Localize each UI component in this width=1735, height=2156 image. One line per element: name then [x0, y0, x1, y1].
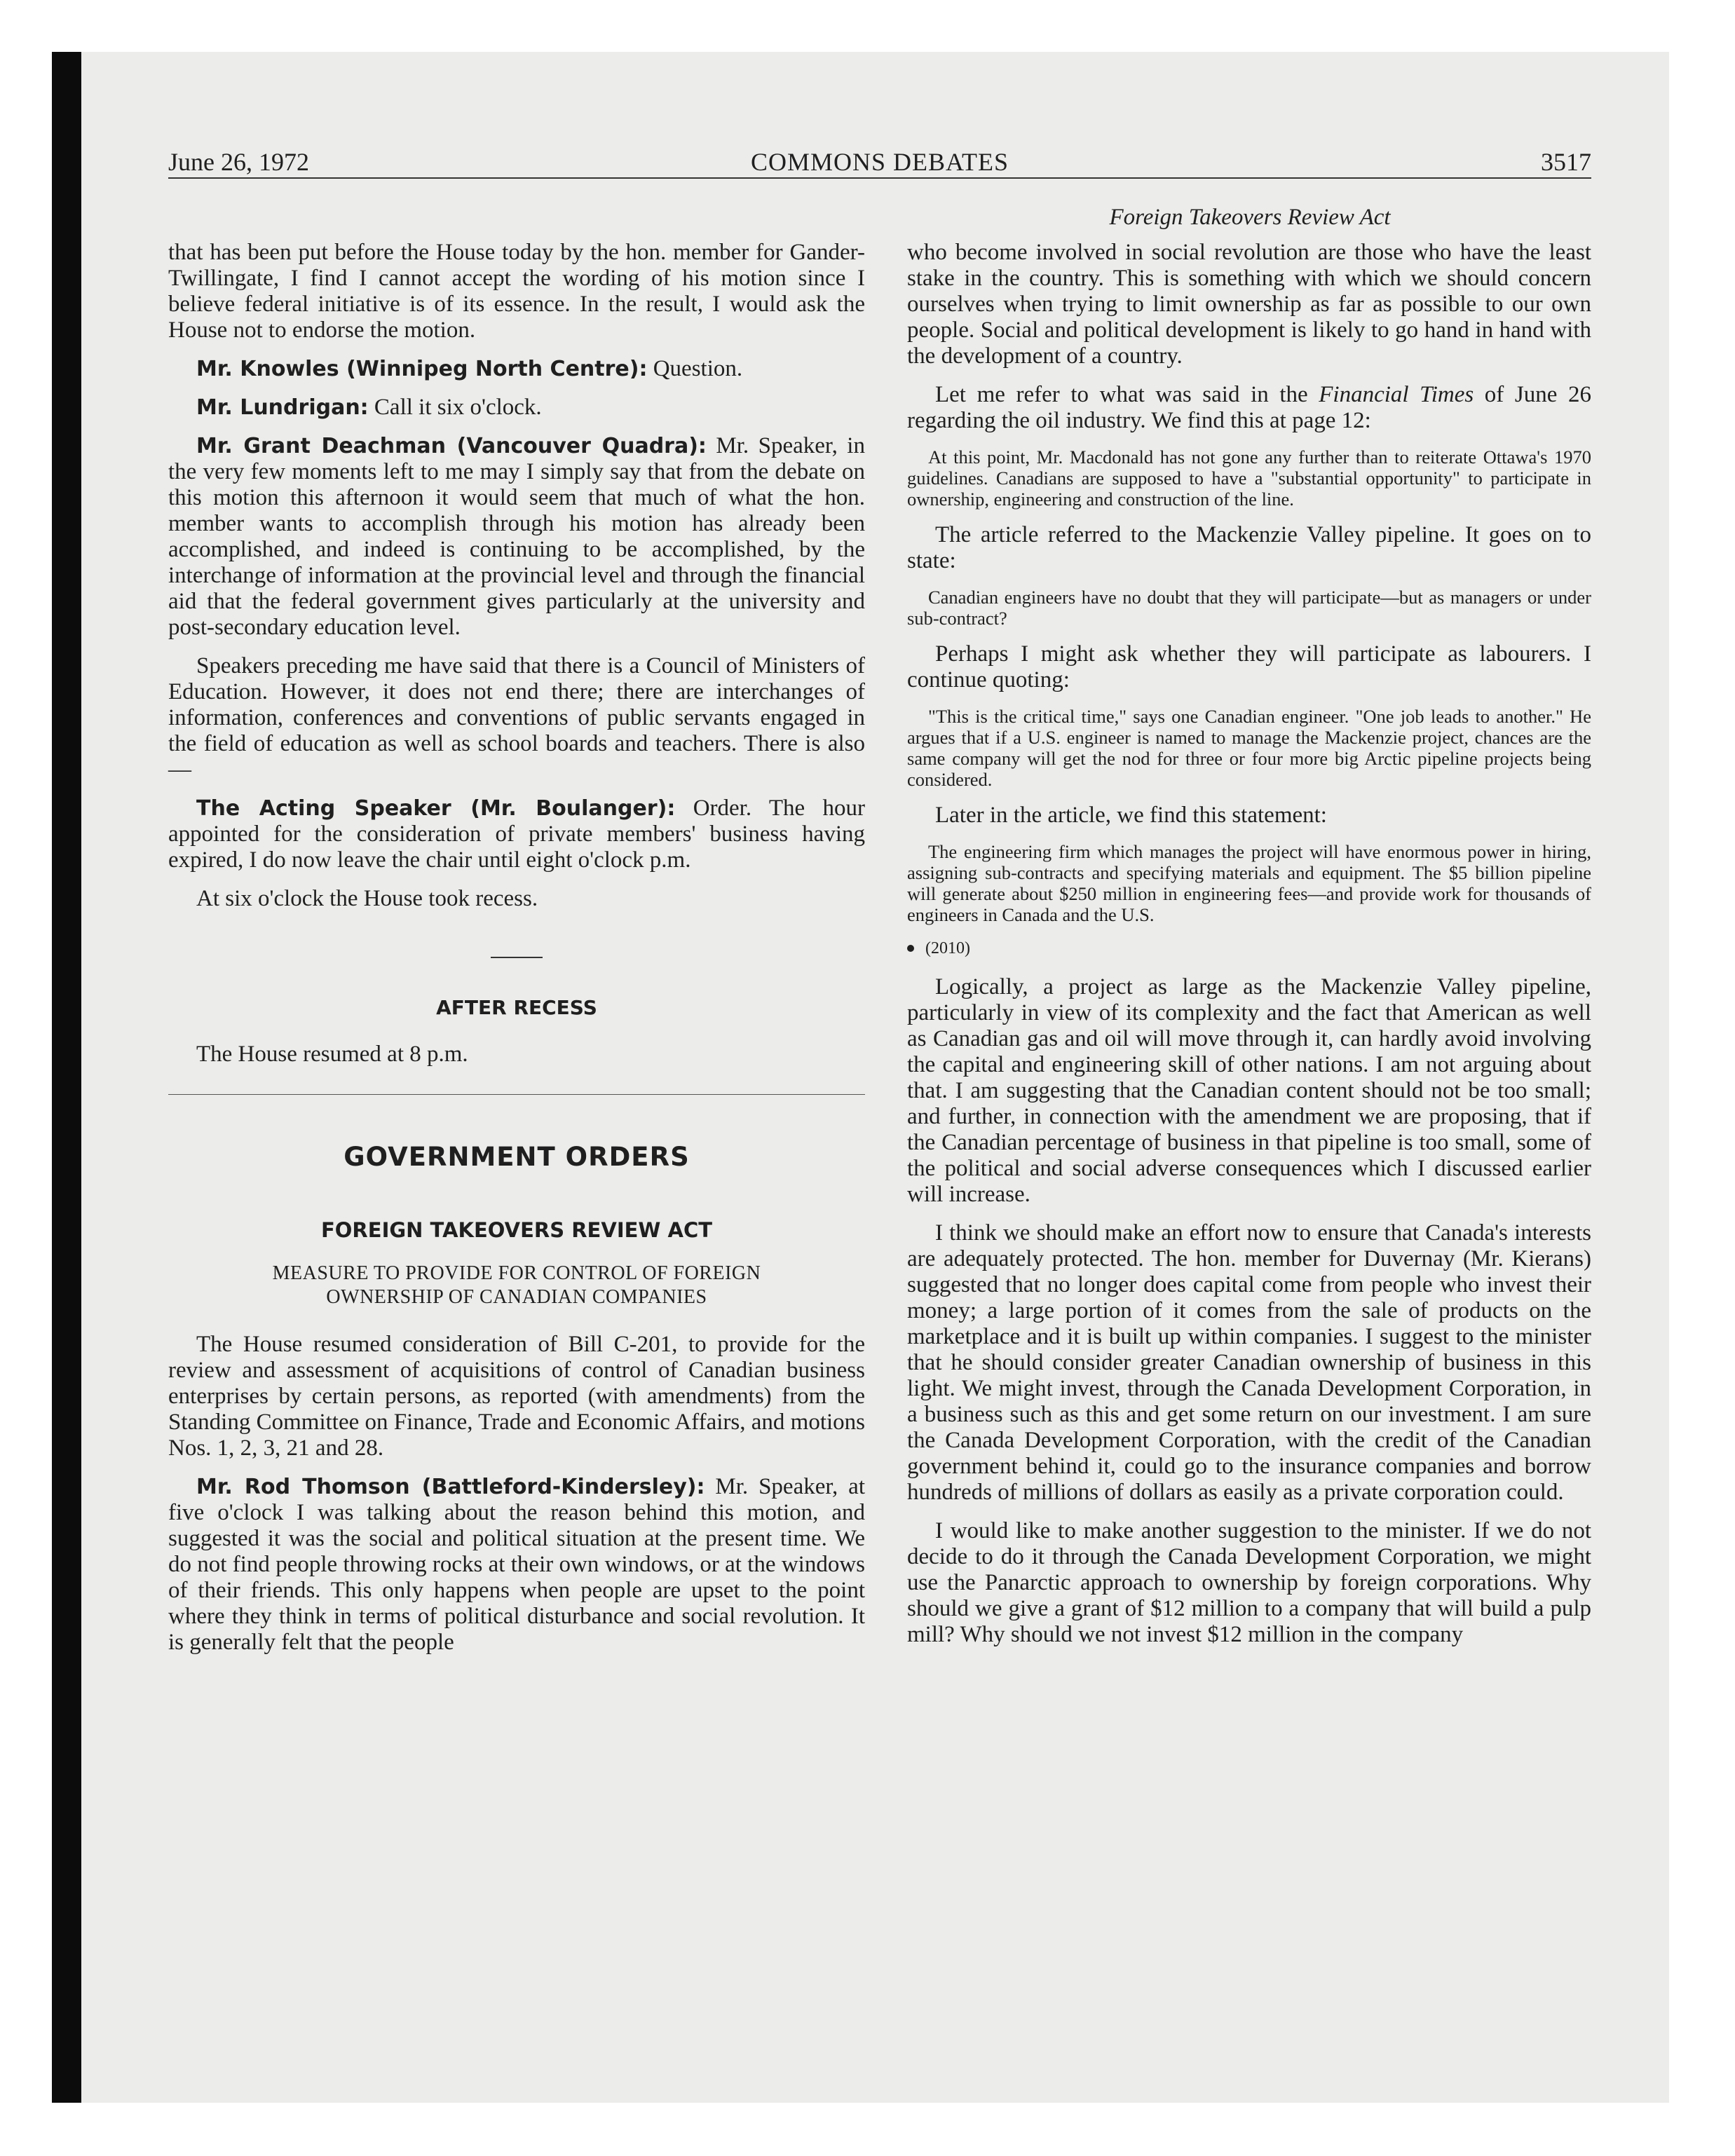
time-marker-text: (2010)	[925, 939, 970, 957]
text-run: Let me refer to what was said in the	[935, 382, 1319, 407]
recess-note: At six o'clock the House took recess.	[196, 886, 538, 911]
block-quote: "This is the critical time," says one Canadian engineer. "One job leads to another." He argues that if a U.S. engineer is named to manage the Mackenzie project, chances are the same company will get the nod for three or four more big Arctic pipeline projects being considered.	[907, 706, 1591, 790]
left-column	[168, 240, 865, 1668]
measure-line: OWNERSHIP OF CANADIAN COMPANIES	[326, 1286, 707, 1308]
speaker-name: Mr. Rod Thomson (Battleford-Kindersley):	[196, 1475, 705, 1499]
speech-text: Call it six o'clock.	[374, 395, 542, 420]
text-run: of June 26 regarding the oil industry. We find this at page 12:	[907, 382, 1591, 433]
publication-name: Financial Times	[1319, 382, 1474, 407]
paragraph: who become involved in social revolution are those who have the least stake in the country. This is something with which we should concern ourselves when trying to limit ownership as far as possible to our own people. Social and political development is likely to go hand in hand with the development of a country.	[907, 240, 1591, 369]
block-quote: At this point, Mr. Macdonald has not gone any further than to reiterate Ottawa's 1970 guidelines. Canadians are supposed to have a "substantial opportunity" to participate in ownership, engineering and construction of the line.	[907, 446, 1591, 510]
paragraph: Perhaps I might ask whether they will participate as labourers. I continue quoting:	[907, 641, 1591, 692]
speech-thomson	[168, 1474, 865, 1656]
right-column	[907, 240, 1591, 1660]
government-orders-heading: GOVERNMENT ORDERS	[343, 1142, 690, 1172]
speaker-name: Mr. Lundrigan:	[196, 395, 369, 420]
speaker-name: The Acting Speaker (Mr. Boulanger):	[196, 796, 676, 821]
paragraph	[907, 382, 1591, 434]
speech-text: Mr. Speaker, at five o'clock I was talking about the reason behind this motion, and suggested it was the social and political situation at the present time. We do not find people throwing rocks at their own windows, or at the windows of their friends. This only happens when people are upset to the point where they think in terms of political disturbance and social revolution. It is generally felt that the people	[168, 1474, 866, 1655]
bullet-icon	[907, 945, 914, 952]
paragraph: Speakers preceding me have said that there is a Council of Ministers of Education. However, it does not end there; there are interchanges of information, conferences and conventions of public servants engaged in the field of education as well as school boards and teachers. There is also—	[168, 653, 865, 782]
running-head: Foreign Takeovers Review Act	[1109, 205, 1391, 230]
speech-deachman	[168, 433, 865, 641]
time-marker	[907, 938, 1591, 959]
speech-knowles	[168, 356, 865, 382]
speaker-name: Mr. Grant Deachman (Vancouver Quadra):	[196, 434, 707, 458]
binding-edge	[52, 52, 81, 2103]
resumed-note: The House resumed at 8 p.m.	[196, 1042, 468, 1067]
speaker-name: Mr. Knowles (Winnipeg North Centre):	[196, 357, 648, 381]
paragraph: The House resumed consideration of Bill C-201, to provide for the review and assessment of acquisitions of control of Canadian business enterprises by certain persons, as reported (with amendments) from the Standing Committee on Finance, Trade and Economic Affairs, and motions Nos. 1, 2, 3, 21 and 28.	[168, 1332, 865, 1461]
measure-subheading	[168, 1262, 865, 1309]
bill-title-heading: FOREIGN TAKEOVERS REVIEW ACT	[320, 1218, 713, 1242]
header-publication-title: COMMONS DEBATES	[750, 148, 1009, 176]
block-quote: Canadian engineers have no doubt that they will participate—but as managers or under sub-contract?	[907, 587, 1591, 629]
paragraph: The article referred to the Mackenzie Valley pipeline. It goes on to state:	[907, 522, 1591, 573]
block-quote: The engineering firm which manages the project will have enormous power in hiring, assigning sub-contracts and specifying materials and equipment. The $5 billion pipeline will generate about $250 million in engineering fees—and provide work for thousands of engineers in Canada and the U.S.	[907, 841, 1591, 925]
speech-lundrigan	[168, 395, 865, 421]
section-rule	[168, 1094, 865, 1095]
paragraph: I would like to make another suggestion to the minister. If we do not decide to do it through the Canada Development Corporation, we might use the Panarctic approach to ownership by foreign corporations. Why should we give a grant of $12 million to a company that will build a pulp mill? Why should we not invest $12 million in the company	[907, 1518, 1591, 1647]
measure-line: MEASURE TO PROVIDE FOR CONTROL OF FOREIGN	[272, 1262, 761, 1284]
header-page-number: 3517	[1541, 148, 1591, 176]
header-date: June 26, 1972	[168, 148, 309, 176]
paragraph: that has been put before the House today by the hon. member for Gander-Twillingate, I find I cannot accept the wording of his motion since I believe federal initiative is of its essence. In the result, I would ask the House not to endorse the motion.	[168, 240, 865, 343]
speech-text: Order. The hour appointed for the consideration of private members' business having expired, I do now leave the chair until eight o'clock p.m.	[168, 796, 865, 873]
paragraph: Later in the article, we find this statement:	[935, 803, 1327, 828]
paragraph: Logically, a project as large as the Mackenzie Valley pipeline, particularly in view of its complexity and the fact that American as well as Canadian gas and oil will move through it, can hardly avoid involving the capital and engineering skill of other nations. I am not arguing about that. I am suggesting that the Canadian content should not be too small; and further, in connection with the amendment we are proposing, that if the Canadian percentage of business in that pipeline is too small, some of the political and social adverse consequences which I discussed earlier will increase.	[907, 974, 1591, 1207]
paragraph: I think we should make an effort now to ensure that Canada's interests are adequately protected. The hon. member for Duvernay (Mr. Kierans) suggested that no longer does capital come from people who invest their money; a large portion of it comes from the sale of products on the marketplace and it is built up within companies. I suggest to the minister that he should consider greater Canadian ownership of business in this light. We might invest, through the Canada Development Corporation, in a business such as this and get some return on our investment. I am sure the Canada Development Corporation, with the credit of the Canadian government behind it, could go to the insurance companies and borrow hundreds of millions of dollars as easily as a private corporation could.	[907, 1220, 1591, 1505]
speech-acting-speaker	[168, 796, 865, 873]
speech-text: Mr. Speaker, in the very few moments left to me may I simply say that from the debate on this motion this afternoon it would seem that much of what the hon. member wants to accomplish through his motion has already been accomplished, and indeed is continuing to be accomplished, by the interchange of information at the provincial level and through the financial aid that the federal government gives particularly at the university and post-secondary education level.	[168, 433, 865, 640]
after-recess-heading: AFTER RECESS	[436, 996, 597, 1019]
section-divider	[491, 957, 543, 958]
page-header	[168, 147, 1591, 177]
speech-text: Question.	[653, 356, 743, 381]
header-rule	[168, 177, 1591, 179]
